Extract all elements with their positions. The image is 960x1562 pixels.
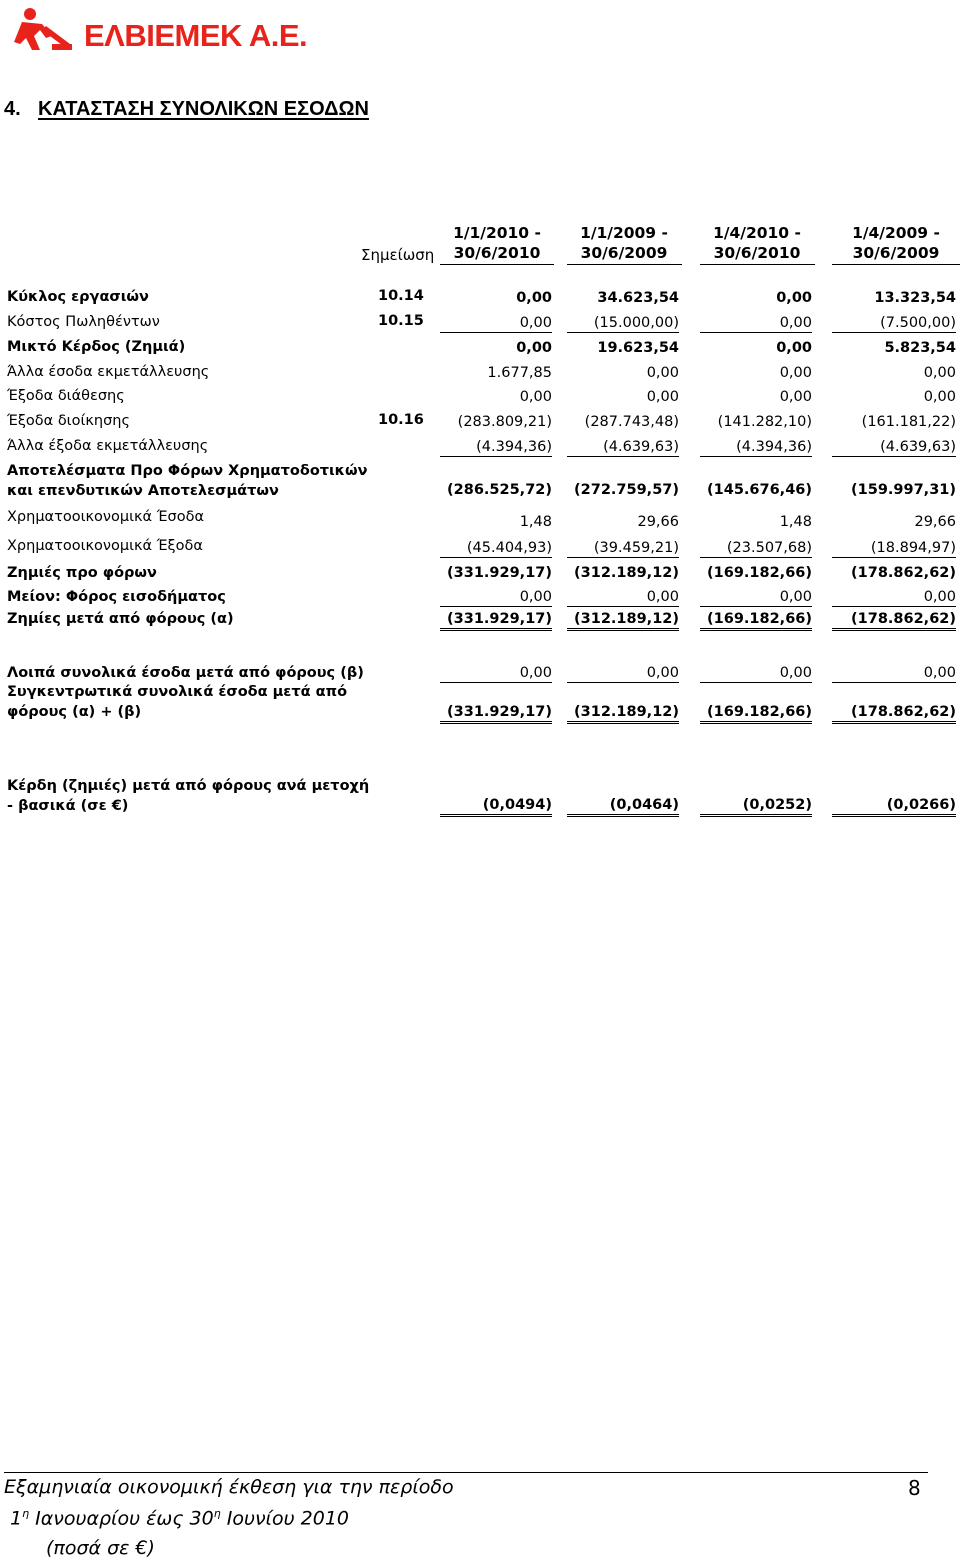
table-cell: 0,00 (516, 340, 552, 356)
table-cell: (23.507,68) (700, 540, 812, 558)
company-name: ΕΛΒΙΕΜΕΚ Α.Ε. (84, 18, 308, 53)
header-underline-3 (700, 264, 815, 265)
table-cell: (161.181,22) (861, 414, 956, 430)
table-cell: (287.743,48) (584, 414, 679, 430)
row-label: - βασικά (σε €) (7, 798, 129, 814)
column-header-3: 1/4/2010 - 30/6/2010 (713, 224, 801, 262)
row-label: Μείον: Φόρος εισοδήματος (7, 589, 226, 605)
section-title (4, 98, 369, 121)
row-label: και επενδυτικών Αποτελεσμάτων (7, 483, 279, 499)
table-cell: 0,00 (646, 365, 679, 381)
footer-divider (4, 1472, 928, 1473)
table-cell: (169.182,66) (707, 565, 812, 581)
table-cell: (15.000,00) (567, 315, 679, 333)
table-cell: 0,00 (440, 315, 552, 333)
table-cell: 0,00 (700, 589, 812, 607)
row-label: Χρηματοοικονομικά Έσοδα (7, 509, 205, 525)
table-cell: 0,00 (832, 665, 956, 683)
table-cell: (331.929,17) (440, 611, 552, 631)
table-cell: (178.862,62) (832, 611, 956, 631)
table-cell: (178.862,62) (851, 565, 956, 581)
table-cell: (45.404,93) (440, 540, 552, 558)
column-header-1: 1/1/2010 - 30/6/2010 (453, 224, 541, 262)
table-cell: 5.823,54 (884, 340, 956, 356)
table-cell: 0,00 (776, 340, 812, 356)
table-cell: (0,0494) (440, 797, 552, 817)
table-cell: 0,00 (779, 389, 812, 405)
table-cell: 0,00 (700, 315, 812, 333)
table-cell: (312.189,12) (567, 611, 679, 631)
row-label: Συγκεντρωτικά συνολικά έσοδα μετά από (7, 684, 348, 700)
row-label: φόρους (α) + (β) (7, 704, 142, 720)
row-note: 10.14 (378, 288, 424, 304)
table-cell: 1,48 (779, 514, 812, 530)
table-cell: (283.809,21) (457, 414, 552, 430)
table-cell: 0,00 (779, 365, 812, 381)
table-cell: 0,00 (440, 665, 552, 683)
table-cell: 13.323,54 (874, 290, 956, 306)
table-cell: 1,48 (519, 514, 552, 530)
table-cell: (0,0464) (567, 797, 679, 817)
table-cell: (4.639,63) (832, 439, 956, 457)
table-cell: (141.282,10) (717, 414, 812, 430)
table-cell: 0,00 (567, 589, 679, 607)
column-header-4: 1/4/2009 - 30/6/2009 (852, 224, 940, 262)
table-cell: 29,66 (914, 514, 956, 530)
table-cell: 1.677,85 (487, 365, 552, 381)
table-cell: (0,0266) (832, 797, 956, 817)
header-underline-1 (440, 264, 554, 265)
table-cell: (4.394,36) (440, 439, 552, 457)
table-cell: (169.182,66) (700, 704, 812, 724)
table-cell: 0,00 (646, 389, 679, 405)
footer-line-3: (ποσά σε €) (46, 1537, 155, 1559)
table-cell: 0,00 (567, 665, 679, 683)
header-underline-2 (567, 264, 682, 265)
table-cell: (331.929,17) (440, 704, 552, 724)
company-logo (12, 6, 312, 54)
table-cell: 0,00 (440, 589, 552, 607)
row-label: Χρηματοοικονομικά Έξοδα (7, 538, 203, 554)
row-label: Έξοδα διάθεσης (7, 388, 125, 404)
table-cell: 0,00 (516, 290, 552, 306)
row-label: Λοιπά συνολικά έσοδα μετά από φόρους (β) (7, 665, 364, 681)
table-cell: (286.525,72) (447, 482, 552, 498)
table-cell: (312.189,12) (574, 565, 679, 581)
row-label: Κέρδη (ζημιές) μετά από φόρους ανά μετοχή (7, 778, 370, 794)
row-label: Ζημιές προ φόρων (7, 565, 157, 581)
row-label: Άλλα έσοδα εκμετάλλευσης (7, 364, 210, 380)
table-cell: (272.759,57) (574, 482, 679, 498)
table-cell: 0,00 (832, 589, 956, 607)
table-cell: 29,66 (637, 514, 679, 530)
table-cell: 19.623,54 (597, 340, 679, 356)
table-cell: 34.623,54 (597, 290, 679, 306)
table-cell: 0,00 (923, 389, 956, 405)
table-cell: (145.676,46) (707, 482, 812, 498)
row-label: Κύκλος εργασιών (7, 289, 149, 305)
worker-logo-icon (12, 6, 74, 52)
table-cell: (39.459,21) (567, 540, 679, 558)
row-note: 10.16 (378, 412, 424, 428)
column-header-2: 1/1/2009 - 30/6/2009 (580, 224, 668, 262)
table-cell: (0,0252) (700, 797, 812, 817)
table-cell: (4.394,36) (700, 439, 812, 457)
table-cell: (331.929,17) (447, 565, 552, 581)
note-column-header: Σημείωση (361, 246, 435, 264)
table-cell: 0,00 (776, 290, 812, 306)
table-cell: (312.189,12) (567, 704, 679, 724)
footer-line-2: $1^\eta$ Ιανουαρίου έως $30^\eta$ Ιουνίου 2010 (10, 1507, 350, 1530)
section-title-text: ΚΑΤΑΣΤΑΣΗ ΣΥΝΟΛΙΚΩΝ ΕΣΟΔΩΝ (38, 98, 369, 120)
table-cell: (159.997,31) (851, 482, 956, 498)
page-number: 8 (908, 1476, 921, 1500)
row-label: Ζημίες μετά από φόρους (α) (7, 611, 234, 627)
row-label: Μικτό Κέρδος (Ζημιά) (7, 339, 186, 355)
row-label: Κόστος Πωληθέντων (7, 314, 160, 330)
table-cell: (169.182,66) (700, 611, 812, 631)
row-label: Αποτελέσματα Προ Φόρων Χρηματοδοτικών (7, 463, 368, 479)
table-cell: 0,00 (923, 365, 956, 381)
table-cell: 0,00 (519, 389, 552, 405)
footer-line-1: Εξαμηνιαία οικονομική έκθεση για την περίοδο (4, 1476, 454, 1498)
table-cell: (178.862,62) (832, 704, 956, 724)
table-cell: (4.639,63) (567, 439, 679, 457)
row-note: 10.15 (378, 313, 424, 329)
table-cell: 0,00 (700, 665, 812, 683)
table-cell: (18.894,97) (832, 540, 956, 558)
header-underline-4 (832, 264, 960, 265)
section-number: 4. (4, 98, 21, 120)
table-cell: (7.500,00) (832, 315, 956, 333)
row-label: Έξοδα διοίκησης (7, 413, 130, 429)
row-label: Άλλα έξοδα εκμετάλλευσης (7, 438, 209, 454)
